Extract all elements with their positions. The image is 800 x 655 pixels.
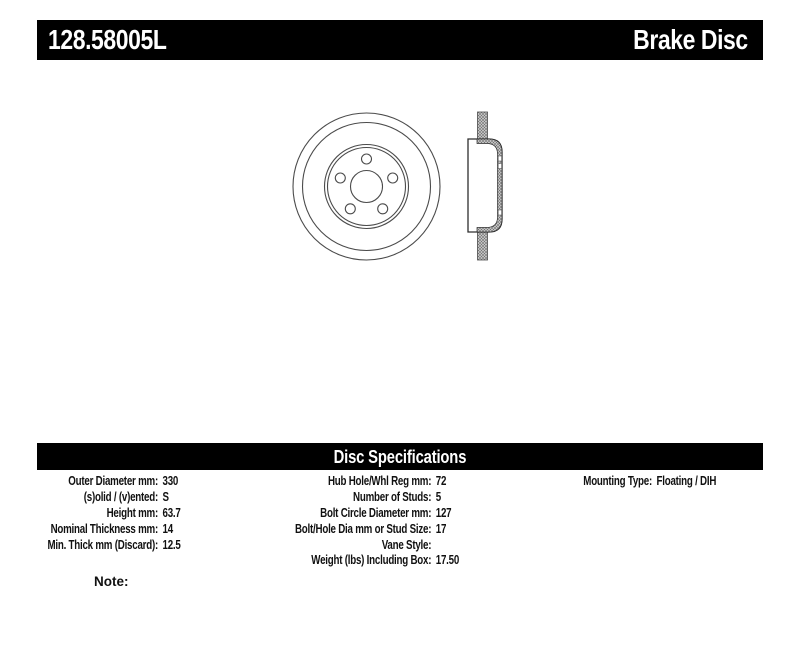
part-number: 128.58005L bbox=[48, 24, 167, 55]
spec-label: Bolt Circle Diameter mm: bbox=[320, 504, 432, 520]
spec-label: Height mm: bbox=[106, 504, 158, 520]
spec-label: (s)olid / (v)ented: bbox=[83, 488, 158, 504]
disc-section-outline bbox=[468, 139, 502, 232]
spec-value bbox=[431, 537, 436, 553]
note-label: Note: bbox=[94, 574, 129, 589]
spec-label: Mounting Type: bbox=[583, 473, 652, 488]
top-stud bbox=[478, 112, 488, 140]
stud-hole bbox=[378, 204, 388, 214]
spec-row-bolt-hole-dia bbox=[285, 521, 555, 537]
stud-hole bbox=[345, 204, 355, 214]
spec-row-hub-hole bbox=[285, 473, 555, 489]
spec-row-nominal-thickness bbox=[38, 521, 293, 537]
spec-label: Vane Style: bbox=[381, 536, 432, 552]
spec-label: Outer Diameter mm: bbox=[68, 473, 158, 488]
spec-value: 12.5 bbox=[162, 536, 181, 552]
spec-value: 17.50 bbox=[435, 552, 460, 568]
spec-column-mounting bbox=[538, 473, 800, 489]
spec-section-title: Disc Specifications bbox=[333, 445, 467, 467]
spec-row-weight bbox=[285, 552, 555, 568]
product-name: Brake Disc bbox=[633, 24, 748, 55]
stud-hole bbox=[335, 173, 345, 183]
header-bar bbox=[37, 20, 763, 60]
spec-value: 63.7 bbox=[162, 504, 181, 520]
brake-disc-front-view bbox=[293, 113, 440, 260]
spec-row-solid-vented bbox=[38, 489, 293, 505]
spec-label: Nominal Thickness mm: bbox=[50, 520, 158, 536]
hat-inner-circle bbox=[328, 148, 406, 226]
hub-hole-circle bbox=[351, 171, 383, 203]
brake-disc-side-section bbox=[468, 112, 502, 260]
bottom-stud bbox=[478, 231, 488, 260]
spec-value: 330 bbox=[162, 473, 179, 488]
spec-row-outer-diameter bbox=[38, 473, 293, 489]
spec-value: 72 bbox=[435, 473, 447, 488]
spec-value: 17 bbox=[435, 520, 447, 536]
spec-value: 14 bbox=[162, 520, 173, 536]
spec-label: Min. Thick mm (Discard): bbox=[47, 536, 158, 552]
hat-notch bbox=[498, 156, 501, 161]
spec-value: S bbox=[162, 488, 169, 504]
spec-label: Number of Studs: bbox=[353, 488, 432, 504]
spec-row-number-of-studs bbox=[285, 489, 555, 505]
spec-section-bar bbox=[37, 443, 763, 470]
outer-rim-circle bbox=[293, 113, 440, 260]
spec-value: 127 bbox=[435, 504, 452, 520]
spec-row-height bbox=[38, 505, 293, 521]
spec-value: Floating / DIH bbox=[656, 473, 717, 488]
stud-hole bbox=[362, 154, 372, 164]
spec-value: 5 bbox=[435, 488, 441, 504]
friction-edge-circle bbox=[303, 123, 431, 251]
spec-row-vane-style bbox=[285, 537, 555, 553]
spec-label: Bolt/Hole Dia mm or Stud Size: bbox=[294, 520, 432, 536]
spec-row-mounting-type bbox=[538, 473, 763, 489]
spec-row-bolt-circle bbox=[285, 505, 555, 521]
hat-notch bbox=[498, 164, 501, 169]
spec-label: Hub Hole/Whl Reg mm: bbox=[327, 473, 432, 488]
hat-notch bbox=[498, 210, 501, 215]
spec-label: Weight (lbs) Including Box: bbox=[311, 552, 432, 568]
hat-outer-circle bbox=[325, 145, 409, 229]
stud-hole bbox=[388, 173, 398, 183]
spec-row-min-thickness bbox=[38, 537, 293, 553]
